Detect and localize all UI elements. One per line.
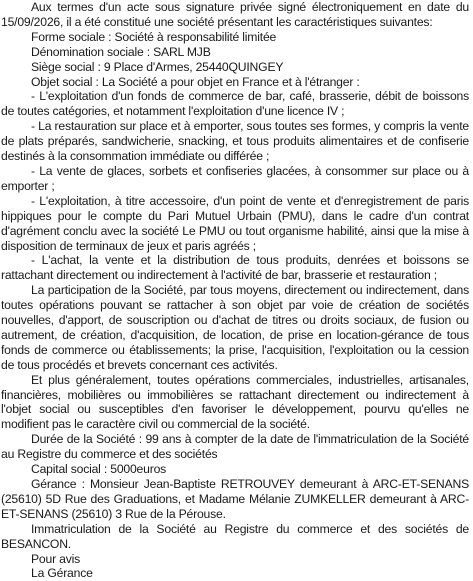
denomination-sociale: Dénomination sociale : SARL MJB: [31, 44, 211, 59]
objet-item-restauration: - La restauration sur place et à emporter, sous toutes ses formes, y compris la vente de plats préparés, sandwicherie, snacking, et tous produits alimentaires et de confiserie destinés à la consommation immédiate ou différée ;: [1, 119, 469, 164]
signature-gerance: La Gérance: [31, 566, 93, 581]
duree-paragraph: Durée de la Société : 99 ans à compter de la date de l'immatriculation de la Société au Registre du commerce et des sociétés: [1, 432, 469, 462]
siege-social: Siège social : 9 Place d'Armes, 25440QUINGEY: [31, 59, 284, 74]
pour-avis: Pour avis: [31, 551, 81, 566]
capital-social: Capital social : 5000euros: [31, 462, 167, 477]
objet-item-glaces: - La vente de glaces, sorbets et confiseries glacées, à consommer sur place ou à emporter ;: [1, 163, 469, 193]
objet-item-bar: - L'exploitation d'un fonds de commerce de bar, café, brasserie, débit de boissons de toutes catégories, et notamment l'exploitation d'une licence IV ;: [1, 89, 469, 119]
participation-paragraph: La participation de la Société, par tous moyens, directement ou indirectement, dans toutes opérations pouvant se rattacher à son objet par voie de création de sociétés nouvelles, d'apport, de souscription ou d'achat de titres ou droits sociaux, de fusion ou autrement, de création, d'acquisition, de location, de prise en location-gérance de tous fonds de commerce ou établissements; la prise, l'acquisition, l'exploitation ou la cession de tous procédés et brevets concernant ces activités.: [1, 283, 469, 372]
general-paragraph: Et plus généralement, toutes opérations commerciales, industrielles, artisanales, financières, mobilières ou immobilières se rattachant directement ou indirectement à l'objet social ou susceptibles d'en favoriser le développement, pourvu qu'elles ne modifient pas le caractère civil ou commercial de la société.: [1, 372, 469, 432]
forme-sociale: Forme sociale : Société à responsabilité limitée: [31, 29, 277, 44]
objet-item-pmu: - L'exploitation, à titre accessoire, d'un point de vente et d'enregistrement de paris hippiques pour le compte du Pari Mutuel Urbain (PMU), dans le cadre d'un contrat d'agrément conclu avec la société Le PMU ou tout organisme habilité, ainsi que la mise à disposition de terminaux de jeux et paris agréés ;: [1, 193, 469, 253]
objet-item-distribution: - L'achat, la vente et la distribution de tous produits, denrées et boissons se rattachant directement ou indirectement à l'activité de bar, brasserie et restauration ;: [1, 253, 469, 283]
immatriculation-paragraph: Immatriculation de la Société au Registre du commerce et des sociétés de BESANCON.: [1, 521, 469, 551]
objet-social-intro: Objet social : La Société a pour objet en France et à l'étranger :: [31, 74, 360, 89]
gerance-paragraph: Gérance : Monsieur Jean-Baptiste RETROUVEY demeurant à ARC-ET-SENANS (25610) 5D Rue des Graduations, et Madame Mélanie ZUMKELLER demeurant à ARC-ET-SENANS (25610) 3 Rue de la Pérouse.: [1, 477, 469, 521]
intro-paragraph: Aux termes d'un acte sous signature privée signé électroniquement en date du 15/09/2026, il a été constitué une société présentant les caractéristiques suivantes:: [1, 0, 469, 29]
